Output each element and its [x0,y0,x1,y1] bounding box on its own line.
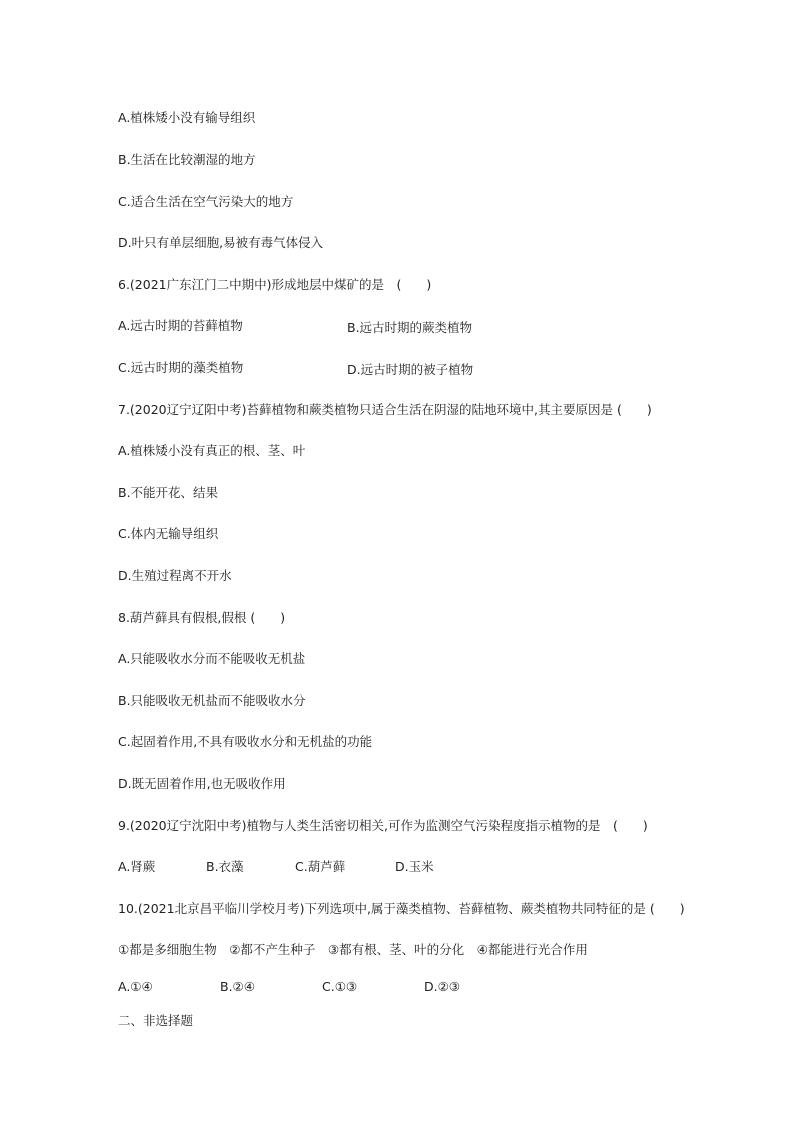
q7-option-d: D.生殖过程离不开水 [118,568,232,583]
q9-option-d: D.玉米 [395,859,434,874]
q8-option-b: B.只能吸收无机盐而不能吸收水分 [118,693,306,708]
q10-option-b: B.②④ [220,979,255,994]
q10-option-a: A.①④ [118,979,153,994]
q6-option-d: D.远古时期的被子植物 [347,362,474,377]
section-heading: 二、非选择题 [118,1013,194,1028]
q6-option-b: B.远古时期的蕨类植物 [347,320,473,335]
q5-option-c: C.适合生活在空气污染大的地方 [118,194,294,209]
q9-option-a: A.肾蕨 [118,859,156,874]
q9-option-b: B.衣藻 [206,859,244,874]
q6-option-c: C.远古时期的藻类植物 [118,360,244,375]
q9-options [118,859,434,875]
q7-stem: 7.(2020辽宁辽阳中考)苔藓植物和蕨类植物只适合生活在阴湿的陆地环境中,其主要原因是 ( ) [118,402,652,417]
q9-stem: 9.(2020辽宁沈阳中考)植物与人类生活密切相关,可作为监测空气污染程度指示植物的是 ( ) [118,818,648,833]
q5-option-a: A.植株矮小没有输导组织 [118,110,256,125]
q6-option-a: A.远古时期的苔藓植物 [118,318,243,333]
q5-option-b: B.生活在比较潮湿的地方 [118,152,256,167]
q7-option-b: B.不能开花、结果 [118,485,219,500]
q10-option-c: C.①③ [322,979,358,994]
q8-option-a: A.只能吸收水分而不能吸收无机盐 [118,651,306,666]
q10-option-d: D.②③ [424,979,461,994]
q10-statements: ①都是多细胞生物 ②都不产生种子 ③都有根、茎、叶的分化 ④都能进行光合作用 [118,942,588,957]
q7-option-a: A.植株矮小没有真正的根、茎、叶 [118,443,306,458]
q10-stem: 10.(2021北京昌平临川学校月考)下列选项中,属于藻类植物、苔藓植物、蕨类植物共同特征的是 ( ) [118,901,685,916]
q7-option-c: C.体内无输导组织 [118,526,219,541]
q5-option-d: D.叶只有单层细胞,易被有毒气体侵入 [118,235,324,250]
q8-stem: 8.葫芦藓具有假根,假根 ( ) [118,610,286,625]
q9-option-c: C.葫芦藓 [295,859,346,874]
q10-options [118,979,460,995]
q8-option-c: C.起固着作用,不具有吸收水分和无机盐的功能 [118,734,373,749]
q6-stem: 6.(2021广东江门二中期中)形成地层中煤矿的是 ( ) [118,277,432,292]
q8-option-d: D.既无固着作用,也无吸收作用 [118,776,286,791]
